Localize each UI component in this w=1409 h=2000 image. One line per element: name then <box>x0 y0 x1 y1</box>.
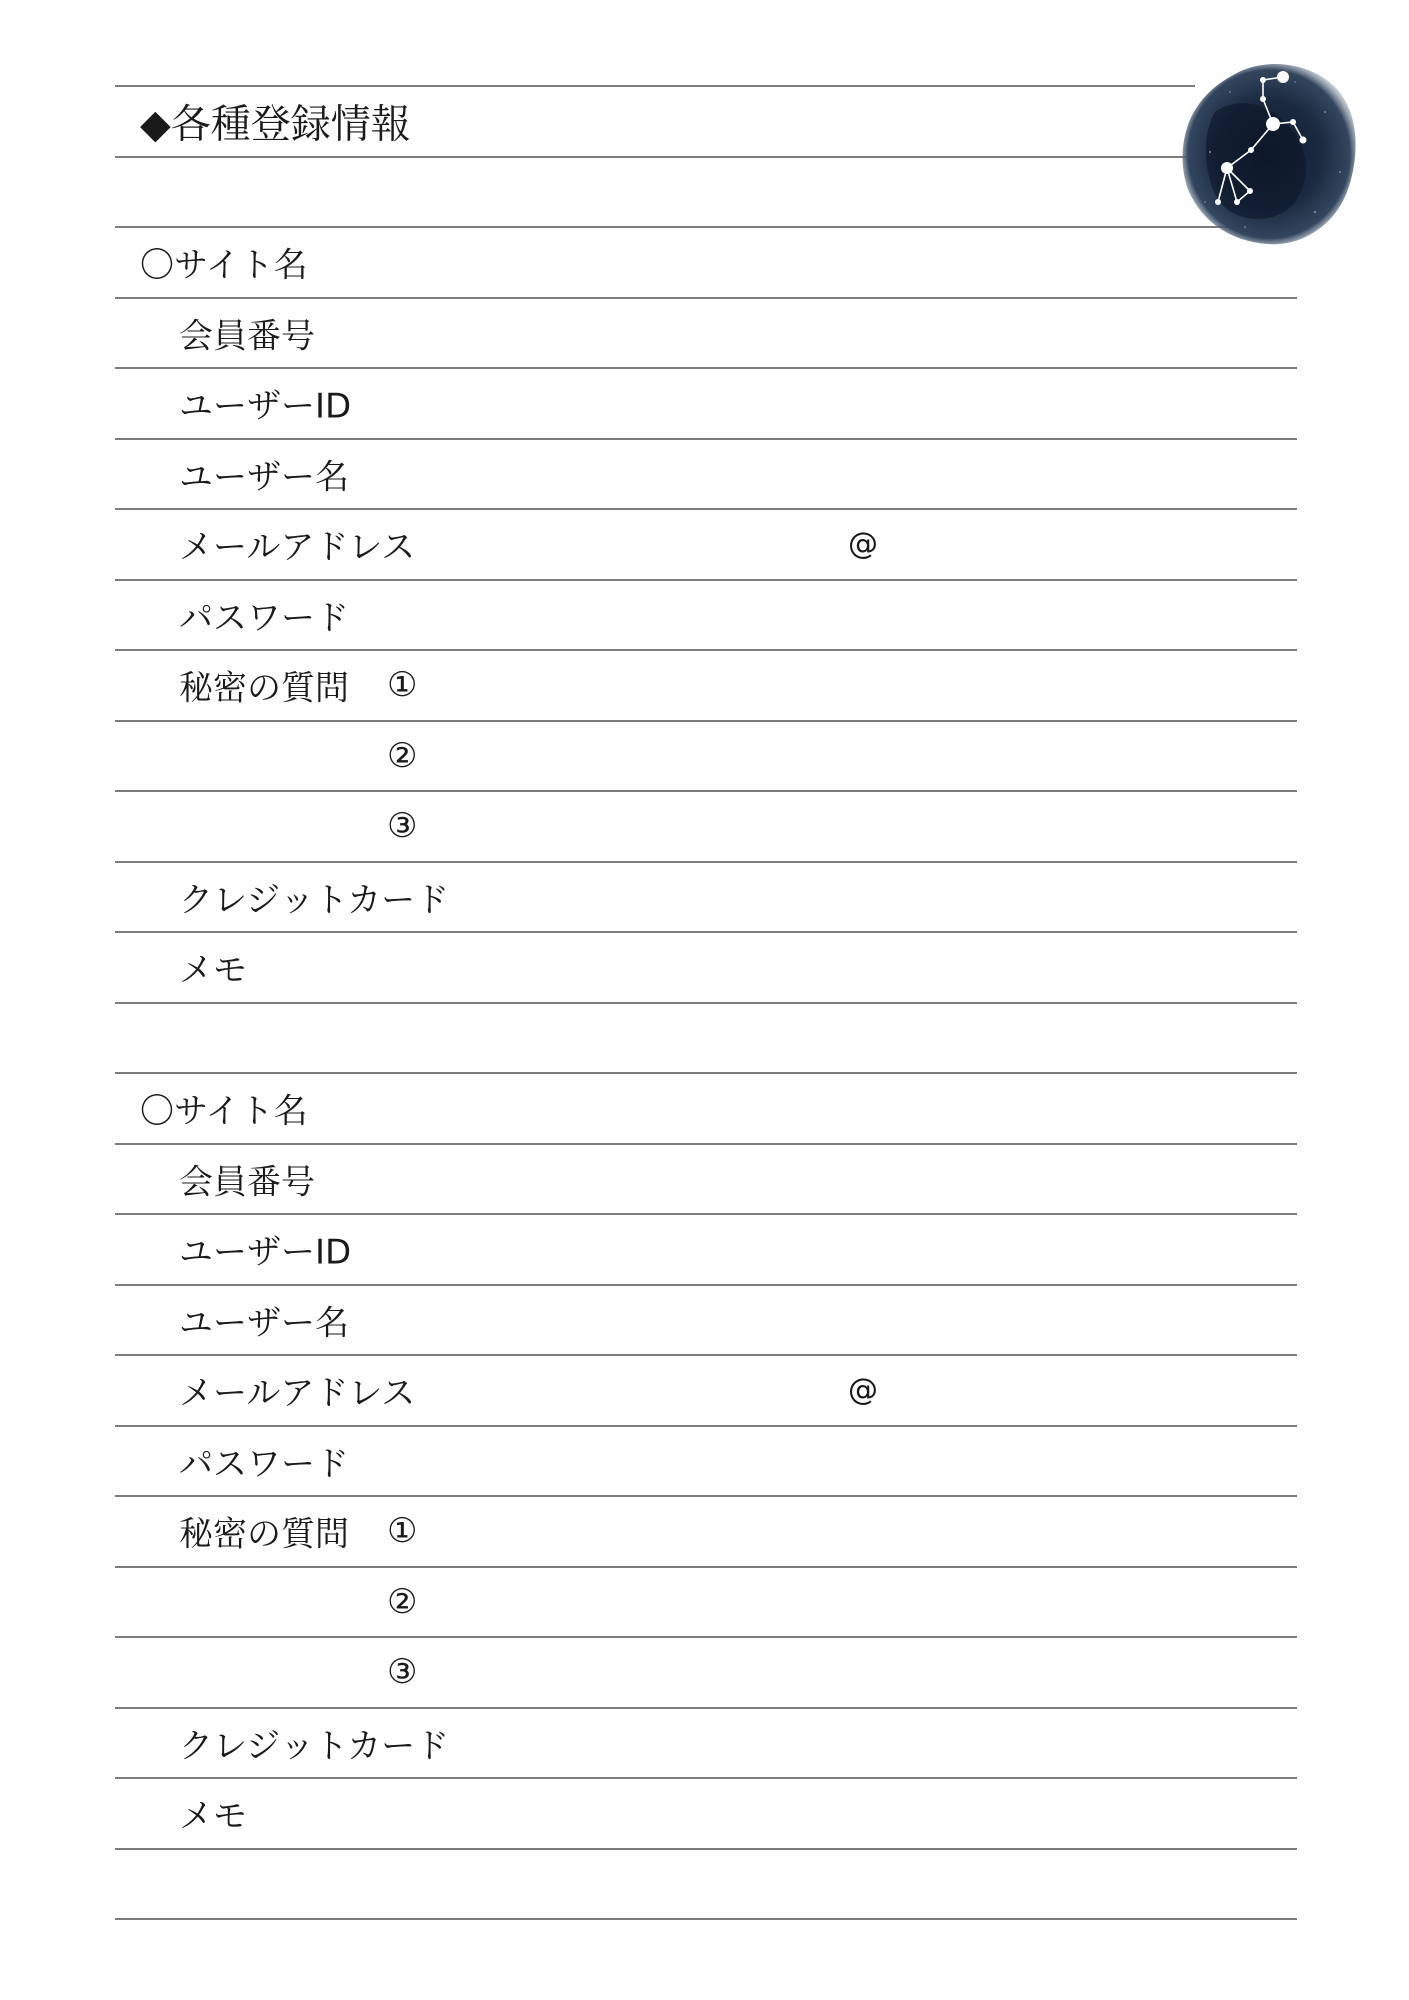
email-at-sign: @ <box>848 526 878 562</box>
password-row[interactable] <box>115 579 1297 650</box>
user-id-label: ユーザーID <box>179 386 352 427</box>
blank-row <box>115 156 1195 227</box>
title-row <box>115 85 1195 156</box>
email-at-sign: @ <box>848 1372 878 1408</box>
user-name-row[interactable] <box>115 438 1297 509</box>
site-name-label: 〇サイト名 <box>140 245 308 286</box>
credit-card-row[interactable] <box>115 1707 1297 1778</box>
user-name-label: ユーザー名 <box>179 457 349 498</box>
member-number-label: 会員番号 <box>179 316 315 357</box>
secret-question-label: 秘密の質問 <box>179 1514 349 1555</box>
secret-question-label: 秘密の質問 <box>179 668 349 709</box>
question-number-3: ③ <box>387 1652 418 1693</box>
email-label: メールアドレス <box>179 1373 416 1414</box>
question-number-2: ② <box>387 735 418 776</box>
memo-blank-row[interactable] <box>115 1002 1297 1073</box>
site-name-row[interactable] <box>115 1072 1297 1143</box>
secret-question-row-3[interactable] <box>115 1636 1297 1707</box>
question-number-3: ③ <box>387 806 418 847</box>
user-id-row[interactable] <box>115 367 1297 438</box>
password-row[interactable] <box>115 1425 1297 1496</box>
secret-question-row-2[interactable] <box>115 1566 1297 1637</box>
constellation-icon <box>1175 52 1365 252</box>
secret-question-row-1[interactable] <box>115 1495 1297 1566</box>
user-name-row[interactable] <box>115 1284 1297 1355</box>
credit-card-label: クレジットカード <box>179 880 450 921</box>
secret-question-row-3[interactable] <box>115 790 1297 861</box>
memo-blank-row[interactable] <box>115 1848 1297 1921</box>
site-name-label: 〇サイト名 <box>140 1091 308 1132</box>
secret-question-row-1[interactable] <box>115 649 1297 720</box>
member-number-row[interactable] <box>115 1143 1297 1214</box>
memo-row[interactable] <box>115 931 1297 1002</box>
credit-card-row[interactable] <box>115 861 1297 932</box>
member-number-label: 会員番号 <box>179 1162 315 1203</box>
registration-sheet <box>115 85 1297 1920</box>
secret-question-row-2[interactable] <box>115 720 1297 791</box>
user-id-label: ユーザーID <box>179 1232 352 1273</box>
password-label: パスワード <box>179 598 349 639</box>
credit-card-label: クレジットカード <box>179 1726 450 1767</box>
memo-row[interactable] <box>115 1777 1297 1848</box>
site-name-row[interactable] <box>115 226 1297 297</box>
email-row[interactable] <box>115 1354 1297 1425</box>
email-label: メールアドレス <box>179 527 416 568</box>
question-number-1: ① <box>387 665 418 706</box>
question-number-1: ① <box>387 1511 418 1552</box>
email-row[interactable] <box>115 508 1297 579</box>
page-title: ◆各種登録情報 <box>140 101 411 148</box>
user-id-row[interactable] <box>115 1213 1297 1284</box>
user-name-label: ユーザー名 <box>179 1303 349 1344</box>
question-number-2: ② <box>387 1581 418 1622</box>
password-label: パスワード <box>179 1444 349 1485</box>
member-number-row[interactable] <box>115 297 1297 368</box>
memo-label: メモ <box>179 1796 247 1837</box>
memo-label: メモ <box>179 950 247 991</box>
